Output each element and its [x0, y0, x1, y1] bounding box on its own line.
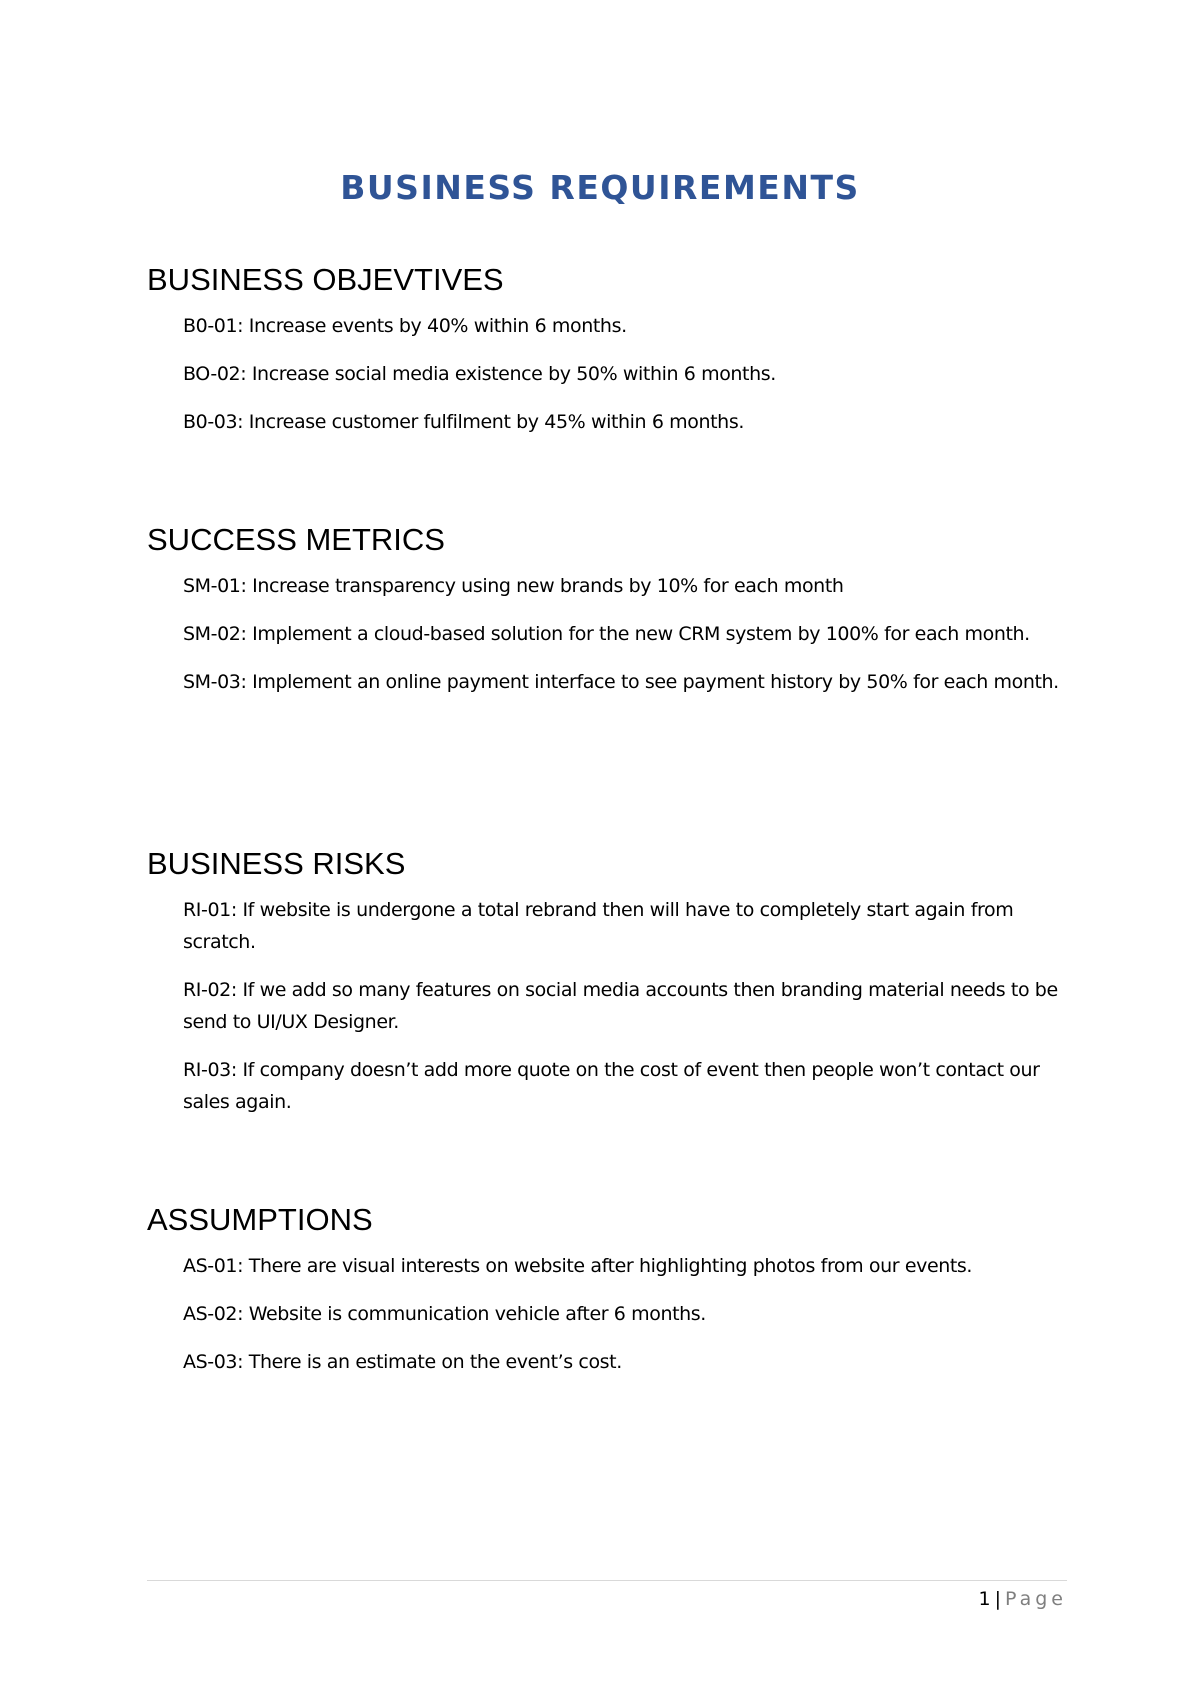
- document-title: BUSINESS REQUIREMENTS: [340, 168, 860, 207]
- list-item: AS-02: Website is communication vehicle after 6 months.: [183, 1303, 706, 1325]
- footer-divider: [147, 1580, 1067, 1581]
- section-assumptions: [147, 1202, 1067, 1378]
- list-item: SM-03: Implement an online payment interface to see payment history by 50% for each month.: [183, 671, 1059, 693]
- page-label: Page: [1005, 1588, 1067, 1610]
- objectives-list: [147, 310, 1067, 438]
- list-item: RI-02: If we add so many features on social media accounts then branding material needs to be send to UI/UX Designer.: [183, 979, 1058, 1033]
- list-item: SM-01: Increase transparency using new brands by 10% for each month: [183, 575, 844, 597]
- list-item: B0-03: Increase customer fulfilment by 45% within 6 months.: [183, 411, 744, 433]
- list-item: BO-02: Increase social media existence by 50% within 6 months.: [183, 363, 776, 385]
- section-business-risks: [147, 846, 1067, 1118]
- list-item: AS-01: There are visual interests on website after highlighting photos from our events.: [183, 1255, 973, 1277]
- section-heading: ASSUMPTIONS: [147, 1202, 373, 1237]
- section-heading: BUSINESS OBJEVTIVES: [147, 262, 504, 297]
- assumptions-list: [147, 1250, 1067, 1378]
- section-success-metrics: [147, 522, 1067, 698]
- page-footer: [979, 1585, 1068, 1613]
- list-item: AS-03: There is an estimate on the event’s cost.: [183, 1351, 622, 1373]
- risks-list: [147, 894, 1067, 1118]
- list-item: RI-03: If company doesn’t add more quote on the cost of event then people won’t contact our sales again.: [183, 1059, 1040, 1113]
- list-item: B0-01: Increase events by 40% within 6 months.: [183, 315, 627, 337]
- list-item: RI-01: If website is undergone a total rebrand then will have to completely start again from scratch.: [183, 899, 1014, 953]
- list-item: SM-02: Implement a cloud-based solution for the new CRM system by 100% for each month.: [183, 623, 1030, 645]
- metrics-list: [147, 570, 1067, 698]
- section-heading: BUSINESS RISKS: [147, 846, 406, 881]
- section-heading: SUCCESS METRICS: [147, 522, 445, 557]
- page-number: 1: [978, 1588, 991, 1610]
- section-business-objectives: [147, 262, 1067, 438]
- footer-separator: |: [994, 1588, 1001, 1610]
